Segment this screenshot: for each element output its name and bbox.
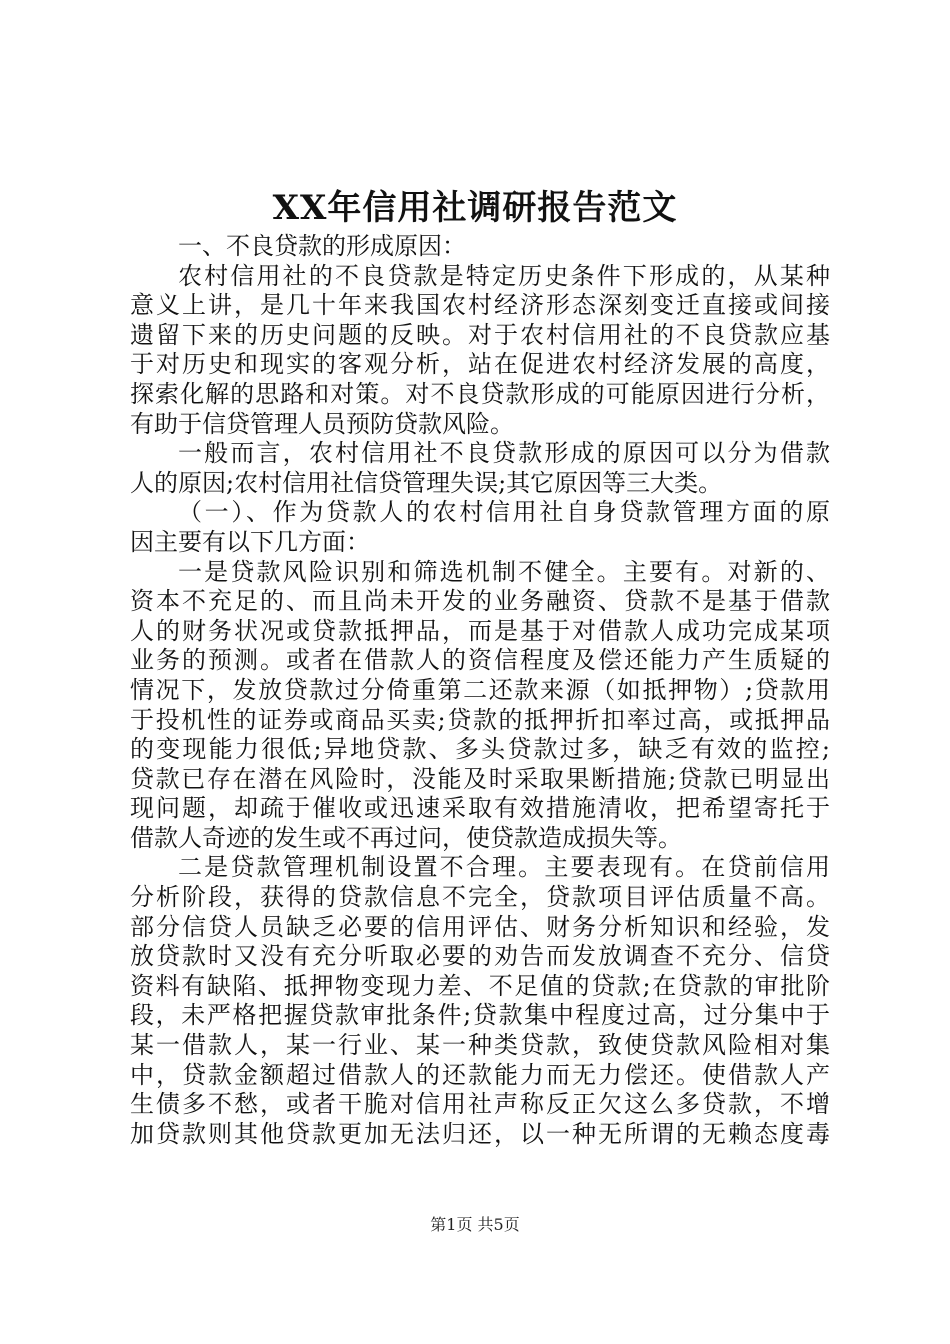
text-line: 放贷款时又没有充分听取必要的劝告而发放调查不充分、信贷 bbox=[130, 942, 830, 971]
text-line: 遗留下来的历史问题的反映。对于农村信用社的不良贷款应基 bbox=[130, 320, 830, 349]
text-line: 现问题，却疏于催收或迅速采取有效措施清收，把希望寄托于 bbox=[130, 794, 830, 823]
text-line: 农村信用社的不良贷款是特定历史条件下形成的，从某种 bbox=[178, 261, 830, 290]
text-line: 的变现能力很低;异地贷款、多头贷款过多，缺乏有效的监控; bbox=[130, 735, 830, 764]
text-line: 二是贷款管理机制设置不合理。主要表现有。在贷前信用 bbox=[178, 853, 830, 882]
text-line: 部分信贷人员缺乏必要的信用评估、财务分析知识和经验，发 bbox=[130, 912, 830, 941]
text-line: 资本不充足的、而且尚未开发的业务融资、贷款不是基于借款 bbox=[130, 587, 830, 616]
text-line: 因主要有以下几方面： bbox=[130, 527, 370, 556]
page-footer: 第1页 共5页 bbox=[430, 1215, 520, 1234]
document-title: XX年信用社调研报告范文 bbox=[272, 188, 678, 228]
text-line: 加贷款则其他贷款更加无法归还，以一种无所谓的无赖态度毒 bbox=[130, 1119, 830, 1148]
text-line: 于投机性的证券或商品买卖;贷款的抵押折扣率过高，或抵押品 bbox=[130, 705, 830, 734]
text-line: 一、不良贷款的形成原因： bbox=[178, 232, 466, 260]
text-line: 业务的预测。或者在借款人的资信程度及偿还能力产生质疑的 bbox=[130, 646, 830, 675]
document-body bbox=[130, 232, 830, 1149]
text-line: 分析阶段，获得的贷款信息不完全，贷款项目评估质量不高。 bbox=[130, 883, 830, 912]
text-line: 探索化解的思路和对策。对不良贷款形成的可能原因进行分析， bbox=[130, 379, 830, 408]
text-line: 资料有缺陷、抵押物变现力差、不足值的贷款;在贷款的审批阶 bbox=[130, 971, 830, 1000]
text-line: 人的财务状况或贷款抵押品，而是基于对借款人成功完成某项 bbox=[130, 616, 830, 645]
text-line: 一是贷款风险识别和筛选机制不健全。主要有。对新的、 bbox=[178, 557, 830, 586]
text-line: 段，未严格把握贷款审批条件;贷款集中程度过高，过分集中于 bbox=[130, 1001, 830, 1030]
text-line: 生债多不愁，或者干脆对信用社声称反正欠这么多贷款，不增 bbox=[130, 1090, 830, 1119]
text-line: 贷款已存在潜在风险时，没能及时采取果断措施;贷款已明显出 bbox=[130, 764, 830, 793]
text-line: 人的原因;农村信用社信贷管理失误;其它原因等三大类。 bbox=[130, 468, 723, 497]
text-line: 于对历史和现实的客观分析，站在促进农村经济发展的高度， bbox=[130, 350, 830, 379]
text-line: 情况下，发放贷款过分倚重第二还款来源（如抵押物）;贷款用 bbox=[130, 675, 830, 704]
text-line: 意义上讲，是几十年来我国农村经济形态深刻变迁直接或间接 bbox=[130, 291, 830, 320]
text-line: 借款人奇迹的发生或不再过问，使贷款造成损失等。 bbox=[130, 823, 682, 852]
text-line: 一般而言，农村信用社不良贷款形成的原因可以分为借款 bbox=[178, 439, 830, 468]
text-line: （一）、作为贷款人的农村信用社自身贷款管理方面的原 bbox=[178, 498, 830, 527]
text-line: 中，贷款金额超过借款人的还款能力而无力偿还。使借款人产 bbox=[130, 1060, 830, 1089]
text-line: 有助于信贷管理人员预防贷款风险。 bbox=[130, 409, 514, 438]
text-line: 某一借款人，某一行业、某一种类贷款，致使贷款风险相对集 bbox=[130, 1031, 830, 1060]
